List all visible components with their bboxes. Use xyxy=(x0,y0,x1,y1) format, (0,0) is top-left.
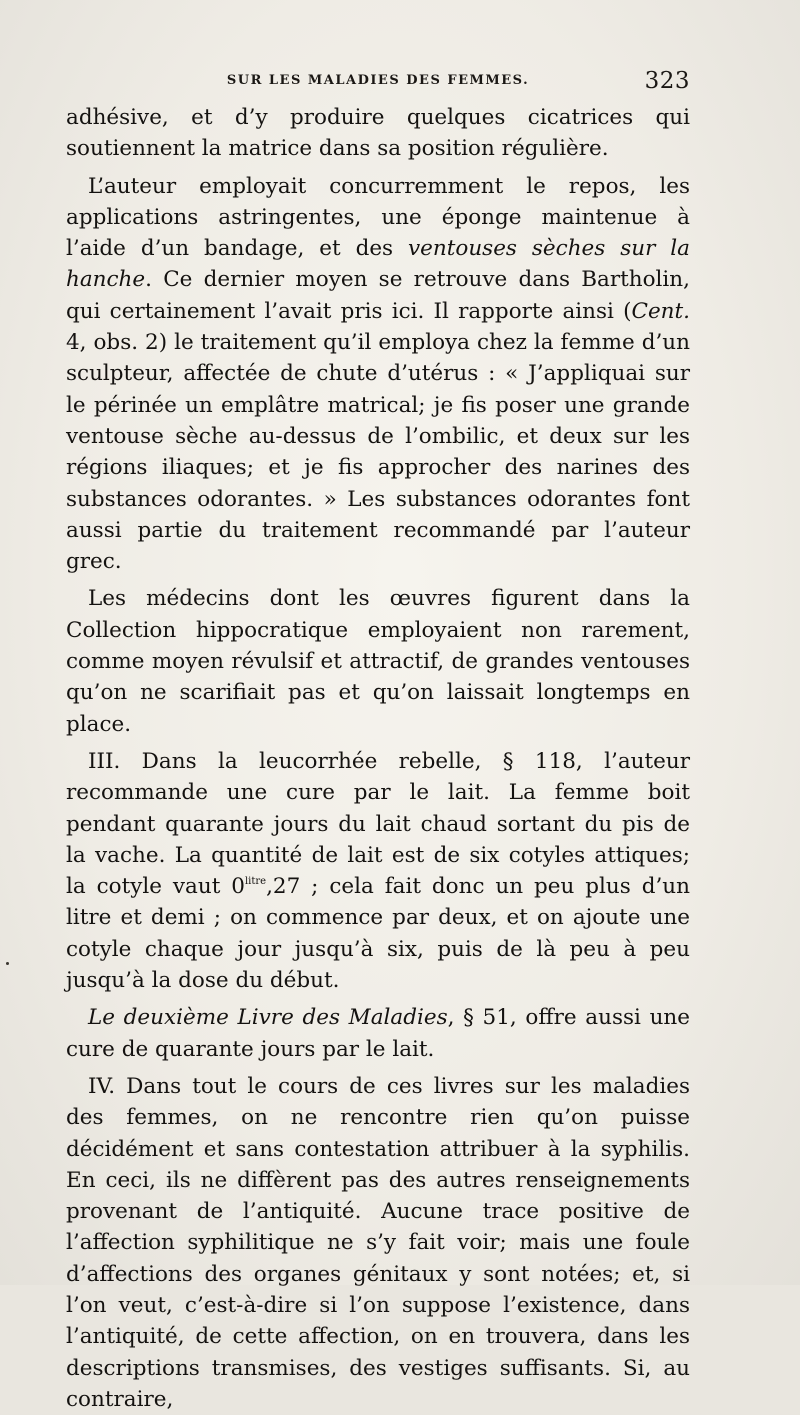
ink-speck xyxy=(6,962,9,965)
page-number: 323 xyxy=(644,68,690,94)
paragraph-2-text-a: L’auteur employait concurremment le repos, les applications astringentes, une éponge maintenue à l’aide d’un bandage, et des xyxy=(66,173,690,262)
paragraph-4-text-b: ,27 ; cela fait donc un peu plus d’un litre et demi ; on commence par deux, et on ajoute une cotyle chaque jour jusqu’à six, puis de là peu à peu jusqu’à la dose du début. xyxy=(66,874,690,994)
paragraph-3: Les médecins dont les œuvres figurent dans la Collection hippocratique employaient non rarement, comme moyen révulsif et attractif, de grandes ventouses qu’on ne scarifiait pas et qu’on laissait longtemps en place. xyxy=(66,586,690,737)
paragraph-2-citation: Cent. xyxy=(631,298,690,324)
paragraph-5-text: , § 51, offre aussi une cure de quarante jours par le lait. xyxy=(66,1005,690,1062)
paragraph-2 xyxy=(66,171,690,578)
running-title: SUR LES MALADIES DES FEMMES. xyxy=(226,73,530,88)
paragraph-4 xyxy=(66,746,690,996)
paragraph-4-text-a: III. Dans la leucorrhée rebelle, § 118, l’auteur recommande une cure par le lait. La femme boit pendant quarante jours du lait chaud sortant du pis de la vache. La quantité de lait est de six cotyles attiques; la cotyle vaut 0 xyxy=(66,748,690,900)
paragraph-2-text-c: 4, obs. 2) le traitement qu’il employa chez la femme d’un sculpteur, affectée de chute d’utérus : « J’appliquai sur le périnée un emplâtre matrical; je fis poser une grande ventouse sèche au-dessus de l’ombilic, et deux sur les régions iliaques; et je fis approcher des narines des substances odorantes. » Les substances odorantes font aussi partie du traitement recommandé par l’auteur grec. xyxy=(66,330,690,575)
body-text xyxy=(66,102,690,1415)
paragraph-1: adhésive, et d’y produire quelques cicatrices qui soutiennent la matrice dans sa position régulière. xyxy=(66,105,690,162)
paragraph-5 xyxy=(66,1002,690,1065)
paragraph-2-italic-phrase: ventouses sèches sur la hanche xyxy=(66,236,690,293)
unit-superscript: litre xyxy=(244,876,267,888)
paragraph-2-text-b: . Ce dernier moyen se retrouve dans Bartholin, qui certainement l’avait pris ici. Il rapporte ainsi ( xyxy=(66,267,690,324)
book-title-reference: Le deuxième Livre des Maladies xyxy=(88,1005,448,1031)
paragraph-6: IV. Dans tout le cours de ces livres sur les maladies des femmes, on ne rencontre rien qu’on puisse décidément et sans contestation attribuer à la syphilis. En ceci, ils ne diffèrent pas des autres renseignements provenant de l’antiquité. Aucune trace positive de l’affection syphilitique ne s’y fait voir; mais une foule d’affections des organes génitaux y sont notées; et, si l’on veut, c’est-à-dire si l’on suppose l’existence, dans l’antiquité, de cette affection, on en trouvera, dans les descriptions transmises, des vestiges suffisants. Si, au contraire, xyxy=(66,1073,690,1412)
running-head xyxy=(66,66,690,98)
